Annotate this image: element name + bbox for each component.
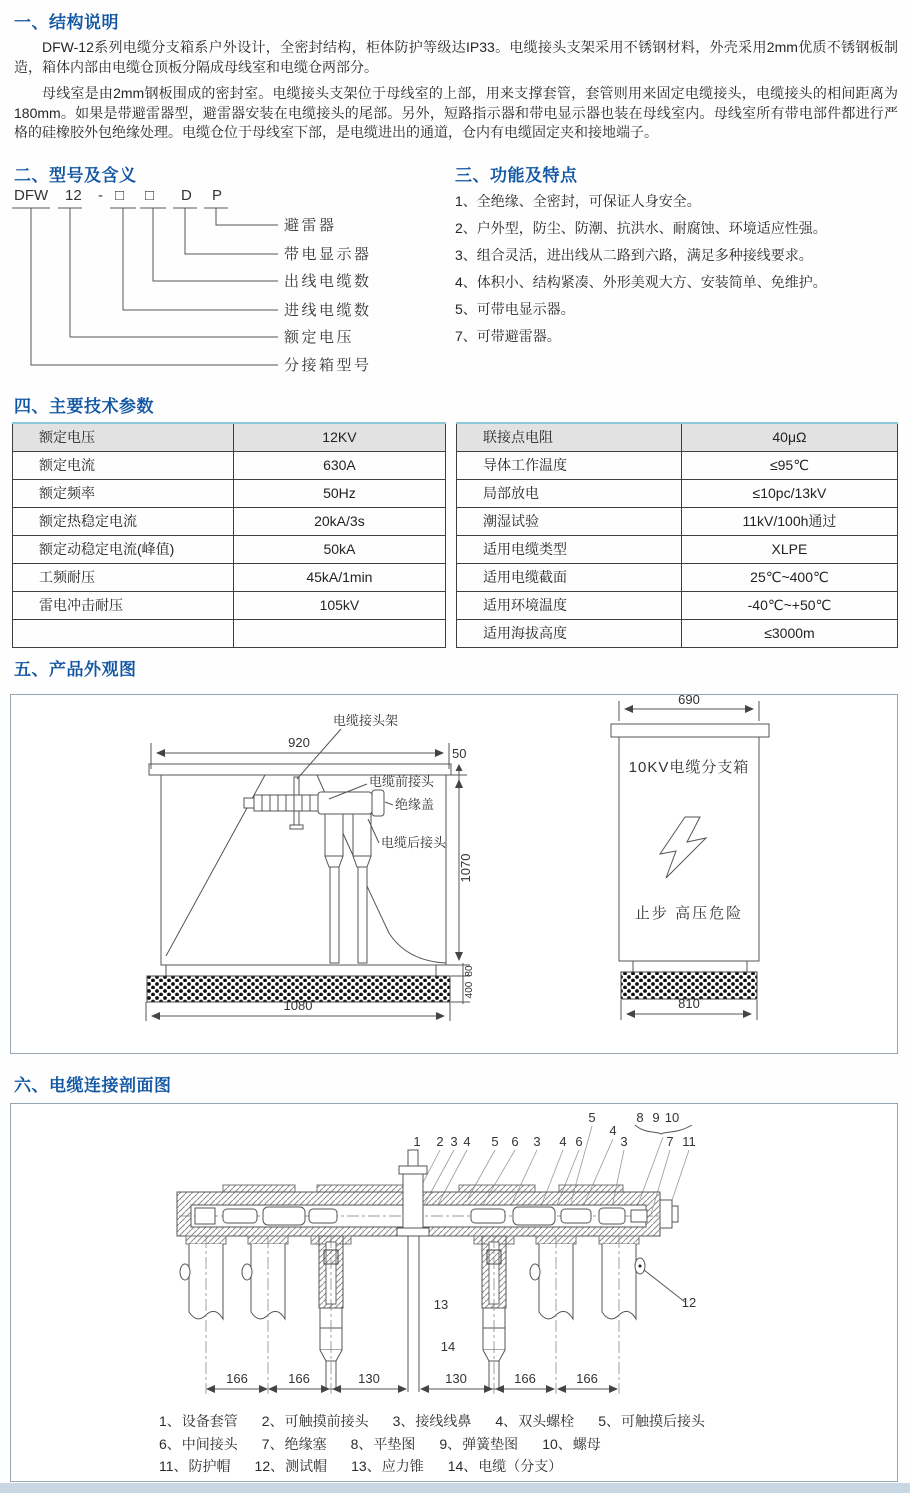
model-code-voltage: 12 [65,187,82,204]
table-row [457,451,898,479]
spec-label: 额定频率 [13,479,234,507]
spec-label: 额定电流 [13,451,234,479]
spec-label: 导体工作温度 [457,451,682,479]
table-row [13,479,446,507]
callout-brace [635,1125,692,1134]
svg-text:3: 3 [620,1134,628,1149]
callout-12: 12 [681,1295,697,1310]
insulation-cover-shape [372,790,384,816]
dim-80: 80 [464,965,475,977]
model-code-p: P [212,187,223,204]
feature-list [455,188,905,350]
legend-item: 7、绝缘塞 [261,1435,327,1452]
svg-text:6: 6 [511,1134,519,1149]
spec-value: -40℃~+50℃ [681,591,897,619]
feature-item: 3、组合灵活，进出线从二路到六路，满足多种接线要求。 [455,247,813,263]
spec-value: ≤3000m [681,619,897,647]
svg-text:11: 11 [682,1134,696,1149]
spec-label: 工频耐压 [13,563,234,591]
appearance-drawing [11,695,897,1053]
section3-title: 三、功能及特点 [455,166,578,185]
table-row [13,591,446,619]
insulation-cover-label: 绝缘盖 [395,797,435,812]
dim-166-4: 166 [576,1371,598,1386]
legend-item: 1、设备套管 [159,1413,238,1429]
legend-item: 10、螺母 [542,1435,601,1452]
model-code-diagram [10,186,450,386]
legend-row [159,1455,897,1478]
dim-690: 690 [678,695,700,707]
spec-value: 45kA/1min [233,563,445,591]
spec-label: 额定动稳定电流(峰值) [13,535,234,563]
spec-label [13,619,234,647]
test-bushing [408,1150,418,1166]
model-code-underlines [12,208,278,365]
legend-item: 12、测试帽 [254,1458,328,1474]
section4-title: 四、主要技术参数 [14,397,154,416]
cabinet-side-view [611,695,769,1020]
callout-14: 14 [440,1339,456,1354]
table-row [13,619,446,647]
spec-value: 25℃~400℃ [681,563,897,591]
dim-166-3: 166 [514,1371,536,1386]
dim-920: 920 [288,735,310,750]
svg-text:1: 1 [413,1134,421,1149]
table-row [457,535,898,563]
spec-table-right [456,422,898,648]
svg-text:5: 5 [588,1110,596,1125]
legend-item: 6、中间接头 [159,1435,238,1452]
feature-item: 4、体积小、结构紧凑、外形美观大方、安装简单、免维护。 [455,274,827,290]
table-row [13,451,446,479]
svg-text:6: 6 [575,1134,583,1149]
code-label-box-model: 分接箱型号 [284,357,372,374]
svg-text:9: 9 [652,1110,660,1125]
svg-text:3: 3 [533,1134,541,1149]
feature-item: 7、可带避雷器。 [455,328,561,344]
dim-1080: 1080 [283,998,313,1013]
cable-connection-section-drawing [11,1104,897,1406]
page-bottom-strip [0,1483,910,1493]
legend-item: 5、可触摸后接头 [598,1413,705,1429]
dim-1070: 1070 [458,853,473,883]
dim-166-1: 166 [226,1371,248,1386]
table-row [13,563,446,591]
spec-label: 局部放电 [457,479,682,507]
spec-value: 11kV/100h通过 [681,507,897,535]
callout-13: 13 [433,1297,449,1312]
table-row [457,591,898,619]
spec-value: 12KV [233,423,445,451]
legend-row [159,1410,897,1433]
front-connector-label: 电缆前接头 [369,774,435,789]
table-row [13,423,446,451]
spec-label: 潮湿试验 [457,507,682,535]
section5-title: 五、产品外观图 [14,660,137,679]
model-code-prefix: DFW [14,187,49,204]
legend-item: 9、弹簧垫图 [439,1435,519,1452]
spec-value [233,619,445,647]
model-code-box2: □ [145,187,155,204]
danger-warning-text: 止步 高压危险 [634,905,744,922]
section6-title: 六、电缆连接剖面图 [14,1076,172,1095]
table-row [457,479,898,507]
svg-text:5: 5 [491,1134,499,1149]
legend-item: 13、应力锥 [351,1458,424,1474]
spec-label: 适用环境温度 [457,591,682,619]
code-label-arrester: 避雷器 [284,217,337,234]
branch-cables [180,1236,685,1394]
legend-item: 3、接线线鼻 [392,1413,472,1429]
spec-value: 630A [233,451,445,479]
model-code-box1: □ [115,187,125,204]
feature-item: 5、可带电显示器。 [455,301,575,317]
code-label-incoming: 进线电缆数 [284,302,372,319]
code-label-live-display: 带电显示器 [284,246,372,263]
section2-title: 二、型号及含义 [14,166,137,185]
legend-item: 8、平垫图 [350,1435,416,1452]
spec-label: 额定电压 [13,423,234,451]
structure-paragraph-2: 母线室是由2mm钢板围成的密封室。电缆接头支架位于母线室的上部，用来支撑套管，套管则用来固定电缆接头，电缆接头的相间距离为180mm。如果是带避雷器型，避雷器安装在电缆接头的尾部。另外，短路指示器和带电显示器也装在母线室内。母线室所有带电部件都进行严格的硅橡胶外包绝缘处理。电缆仓位于母线室下部，是电缆进出的通道，仓内有电缆固定夹和接地端子。 [14,85,898,140]
appearance-drawing-box [10,694,898,1054]
table-row [457,423,898,451]
spec-label: 雷电冲击耐压 [13,591,234,619]
feature-item: 1、全绝缘、全密封，可保证人身安全。 [455,193,701,209]
dim-130-2: 130 [445,1371,467,1386]
legend-row [159,1433,897,1456]
dim-810: 810 [678,996,700,1011]
section-drawing-box [10,1103,898,1482]
legend-item: 11、防护帽 [159,1458,231,1474]
model-code-d: D [181,187,192,204]
spec-value: ≤95℃ [681,451,897,479]
cabinet-nameplate: 10KV电缆分支箱 [628,759,750,776]
cabinet-front-view [146,713,475,1021]
dimension-chain [207,1371,617,1389]
rear-connector-label: 电缆后接头 [381,835,447,850]
svg-text:7: 7 [666,1134,674,1149]
dim-166-2: 166 [288,1371,310,1386]
spec-label: 适用海拔高度 [457,619,682,647]
svg-text:8: 8 [636,1110,644,1125]
spec-label: 适用电缆类型 [457,535,682,563]
svg-text:3: 3 [450,1134,458,1149]
legend-item: 4、双头螺栓 [495,1413,575,1429]
legend-item: 2、可触摸前接头 [261,1413,369,1429]
dim-130-1: 130 [358,1371,380,1386]
svg-text:4: 4 [609,1123,617,1138]
table-row [457,563,898,591]
code-label-rated-voltage: 额定电压 [284,329,355,346]
spec-value: 50Hz [233,479,445,507]
structure-paragraph-1: DFW-12系列电缆分支箱系户外设计，全密封结构，柜体防护等级达IP33。电缆接头支架采用不锈钢材料，外壳采用2mm优质不锈钢板制造，箱体内部由电缆仓顶板分隔成母线室和电缆仓两部分。 [14,39,898,75]
bracket-label: 电缆接头架 [333,713,399,728]
spec-value: ≤10pc/13kV [681,479,897,507]
spec-label: 联接点电阻 [457,423,682,451]
table-row [13,535,446,563]
spec-value: XLPE [681,535,897,563]
parts-legend [11,1410,897,1478]
spec-table-left [12,422,446,648]
svg-text:10: 10 [664,1110,680,1125]
spec-value: 40μΩ [681,423,897,451]
spec-value: 50kA [233,535,445,563]
spec-label: 适用电缆截面 [457,563,682,591]
dim-50: 50 [452,746,467,761]
svg-text:4: 4 [463,1134,471,1149]
code-label-outgoing: 出线电缆数 [284,273,372,290]
side-base-grille [621,972,757,999]
table-row [457,619,898,647]
section1-title: 一、结构说明 [14,13,119,32]
spec-value: 105kV [233,591,445,619]
spec-label: 额定热稳定电流 [13,507,234,535]
dim-400: 400 [464,981,475,999]
spec-value: 20kA/3s [233,507,445,535]
feature-item: 2、户外型，防尘、防潮、抗洪水、耐腐蚀、环境适应性强。 [455,220,827,236]
legend-item: 14、电缆（分支） [447,1458,563,1474]
model-code-dash: - [98,187,103,204]
svg-text:2: 2 [436,1134,444,1149]
section1-body [14,38,898,143]
svg-text:4: 4 [559,1134,567,1149]
table-row [457,507,898,535]
table-row [13,507,446,535]
